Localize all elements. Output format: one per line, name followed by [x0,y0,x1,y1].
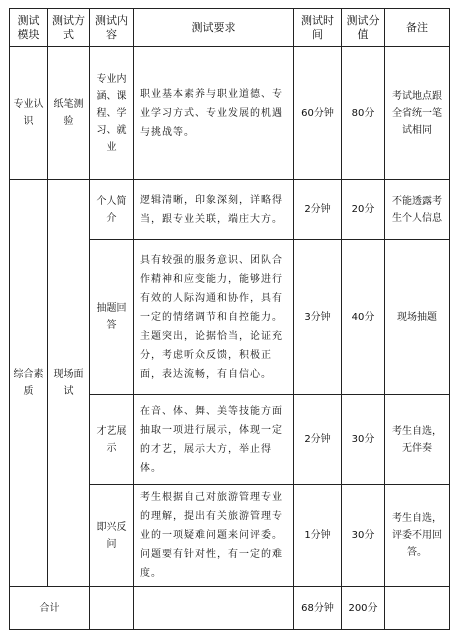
header-requirement: 测试要求 [134,9,294,47]
intro-time: 2分钟 [294,180,342,240]
intro-content: 个人简介 [90,180,134,240]
intro-requirement: 逻辑清晰，印象深刻，详略得当，跟专业关联，端庄大方。 [134,180,294,240]
total-row [10,587,450,630]
talent-score: 30分 [342,395,385,485]
professional-score: 80分 [342,47,385,180]
total-time: 68分钟 [294,587,342,630]
talent-requirement: 在音、体、舞、美等技能方面抽取一项进行展示，体现一定的才艺，展示大方，举止得体。 [134,395,294,485]
header-method: 测试方式 [48,9,90,47]
qa-score: 40分 [342,240,385,395]
intro-score: 20分 [342,180,385,240]
total-empty-requirement [134,587,294,630]
table-row [10,180,450,240]
comprehensive-method: 现场面试 [48,180,90,587]
professional-row [10,47,450,180]
impromptu-note: 考生自选，评委不用回答。 [385,485,450,587]
exam-table [9,8,450,630]
qa-content: 抽题回答 [90,240,134,395]
talent-content: 才艺展示 [90,395,134,485]
impromptu-content: 即兴反问 [90,485,134,587]
talent-note: 考生自选，无伴奏 [385,395,450,485]
professional-requirement: 职业基本素养与职业道德、专业学习方式、专业发展的机遇与挑战等。 [134,47,294,180]
header-note: 备注 [385,9,450,47]
header-row [10,9,450,47]
intro-note: 不能透露考生个人信息 [385,180,450,240]
header-score: 测试分值 [342,9,385,47]
professional-content: 专业内涵、课程、学习、就业 [90,47,134,180]
qa-requirement: 具有较强的服务意识、团队合作精神和应变能力，能够进行有效的人际沟通和协作，具有一定的情绪调节和自控能力。主题突出，论据恰当，论证充分，考虑听众反馈，积极正面，表达流畅，有自信心。 [134,240,294,395]
impromptu-requirement: 考生根据自己对旅游管理专业的理解，提出有关旅游管理专业的一项疑难问题来问评委。问题要有针对性，有一定的难度。 [134,485,294,587]
talent-time: 2分钟 [294,395,342,485]
header-content: 测试内容 [90,9,134,47]
professional-module: 专业认识 [10,47,48,180]
header-module: 测试模块 [10,9,48,47]
professional-method: 纸笔测验 [48,47,90,180]
professional-time: 60分钟 [294,47,342,180]
comprehensive-module: 综合素质 [10,180,48,587]
total-empty-content [90,587,134,630]
total-label: 合计 [10,587,90,630]
header-time: 测试时间 [294,9,342,47]
impromptu-time: 1分钟 [294,485,342,587]
impromptu-score: 30分 [342,485,385,587]
qa-note: 现场抽题 [385,240,450,395]
total-empty-note [385,587,450,630]
professional-note: 考试地点跟全省统一笔试相同 [385,47,450,180]
qa-time: 3分钟 [294,240,342,395]
total-score: 200分 [342,587,385,630]
